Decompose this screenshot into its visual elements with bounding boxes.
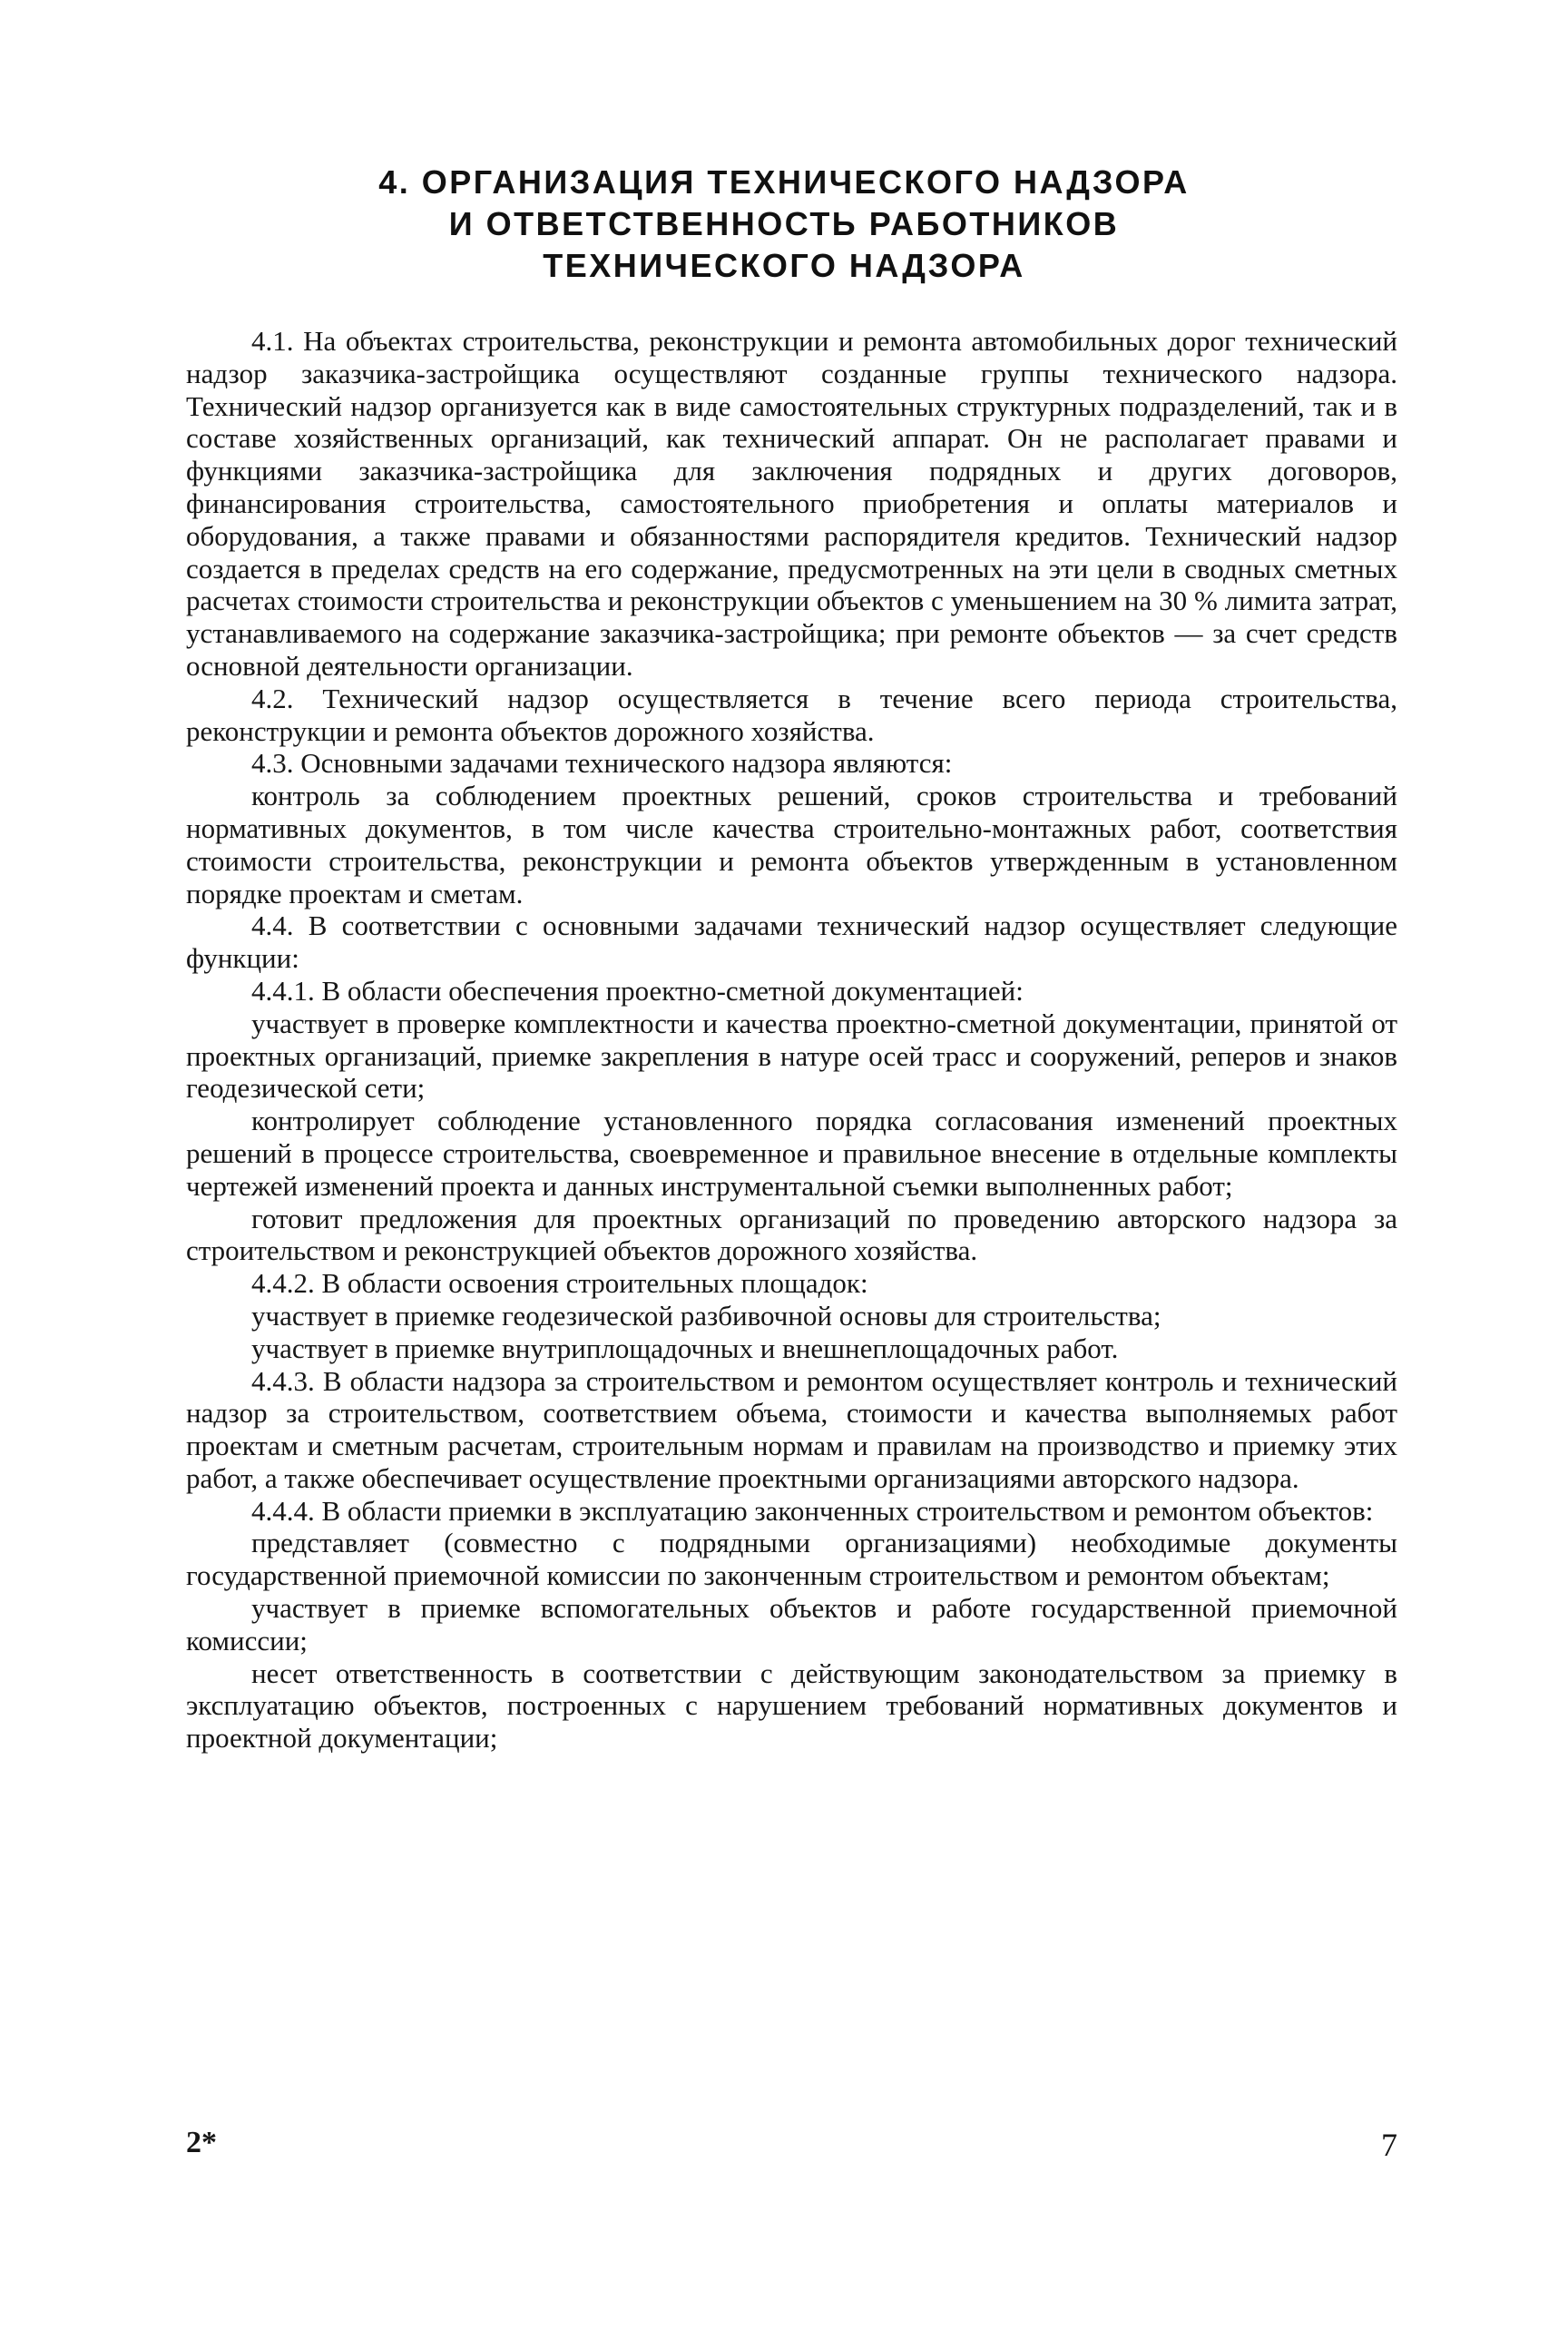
page-footer xyxy=(186,2126,1397,2166)
paragraph-4-4: 4.4. В соответствии с основными задачами технический надзор осуществляет следующие функции: xyxy=(186,909,1397,975)
paragraph-4-4-4-item-2: участвует в приемке вспомогательных объектов и работе государственной приемочной комиссии; xyxy=(186,1592,1397,1657)
paragraph-4-3: 4.3. Основными задачами технического надзора являются: xyxy=(251,747,953,780)
paragraph-4-2: 4.2. Технический надзор осуществляется в течение всего периода строительства, реконструкции и ремонта объектов дорожного хозяйства. xyxy=(186,682,1397,747)
paragraph-4-1: 4.1. На объектах строительства, реконструкции и ремонта автомобильных дорог технический надзор заказчика-застройщика осуществляют созданные группы технического надзора. Технический надзор организуется как в виде самостоятельных структурных подразделений, так и в составе хозяйственных организаций, как технический аппарат. Он не располагает правами и функциями заказчика-застройщика для заключения подрядных и других договоров, финансирования строительства, самостоятельного приобретения и оплаты материалов и оборудования, а также правами и обязанностями распорядителя кредитов. Технический надзор создается в пределах средств на его содержание, предусмотренных на эти цели в сводных сметных расчетах стоимости строительства и реконструкции объектов с уменьшением на 30 % лимита затрат, устанавливаемого на содержание заказчика-застройщика; при ремонте объектов — за счет средств основной деятельности организации. xyxy=(186,325,1397,682)
paragraph-4-4-4: 4.4.4. В области приемки в эксплуатацию законченных строительством и ремонтом объектов: xyxy=(251,1494,1374,1527)
heading-line-1: 4. ОРГАНИЗАЦИЯ ТЕХНИЧЕСКОГО НАДЗОРА xyxy=(378,163,1190,201)
paragraph-4-4-3: 4.4.3. В области надзора за строительством и ремонтом осуществляет контроль и технический надзор за строительством, соответствием объема, стоимости и качества выполняемых работ проектам и сметным расчетам, строительным нормам и правилам на производство и приемку этих работ, а также обеспечивает осуществление проектными организациями авторского надзора. xyxy=(186,1364,1397,1494)
heading-line-2: И ОТВЕТСТВЕННОСТЬ РАБОТНИКОВ xyxy=(448,205,1120,242)
paragraph-4-4-2-item-2: участвует в приемке внутриплощадочных и внешнеплощадочных работ. xyxy=(251,1332,1119,1364)
paragraph-4-4-4-item-3: несет ответственность в соответствии с действующим законодательством за приемку в эксплуатацию объектов, построенных с нарушением требований нормативных документов и проектной документации; xyxy=(186,1657,1397,1755)
paragraph-4-3-task: контроль за соблюдением проектных решений, сроков строительства и требований нормативных документов, в том числе качества строительно-монтажных работ, соответствия стоимости строительства, реконструкции и ремонта объектов утвержденным в установленном порядке проектам и сметам. xyxy=(186,780,1397,909)
page-number: 7 xyxy=(1381,2127,1397,2163)
paragraph-4-4-2-item-1: участвует в приемке геодезической разбивочной основы для строительства; xyxy=(251,1299,1161,1332)
section-heading xyxy=(0,162,1568,287)
signature-mark: 2* xyxy=(186,2126,217,2159)
paragraph-4-4-1-item-3: готовит предложения для проектных организаций по проведению авторского надзора за строительством и реконструкцией объектов дорожного хозяйства. xyxy=(186,1202,1397,1267)
paragraph-4-4-1: 4.4.1. В области обеспечения проектно-сметной документацией: xyxy=(251,974,1024,1007)
heading-line-3: ТЕХНИЧЕСКОГО НАДЗОРА xyxy=(543,247,1025,284)
paragraph-4-4-2: 4.4.2. В области освоения строительных площадок: xyxy=(251,1267,868,1300)
paragraph-4-4-1-item-1: участвует в проверке комплектности и качества проектно-сметной документации, принятой от проектных организаций, приемке закрепления в натуре осей трасс и сооружений, реперов и знаков геодезической сети; xyxy=(186,1007,1397,1105)
paragraph-4-4-4-item-1: представляет (совместно с подрядными организациями) необходимые документы государственной приемочной комиссии по законченным строительством и ремонтом объектам; xyxy=(186,1527,1397,1592)
body-text xyxy=(186,325,1397,1755)
paragraph-4-4-1-item-2: контролирует соблюдение установленного порядка согласования изменений проектных решений в процессе строительства, своевременное и правильное внесение в отдельные комплекты чертежей изменений проекта и данных инструментальной съемки выполненных работ; xyxy=(186,1105,1397,1202)
